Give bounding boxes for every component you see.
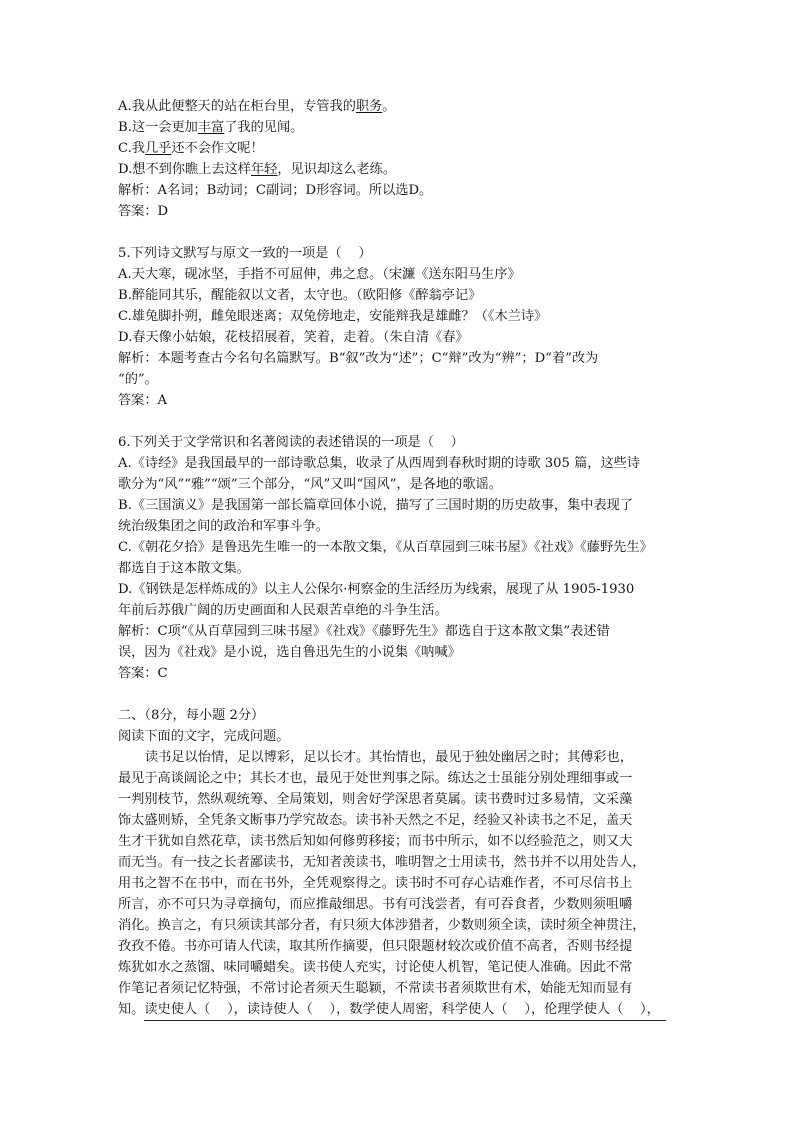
q6-answer: 答案：C — [118, 666, 168, 681]
q6-option-b-line-1: B.《三国演义》是我国第一部长篇章回体小说，描写了三国时期的历史故事，集中表现了 — [118, 498, 634, 513]
passage-line: 最见于高谈阔论之中；其长才也，最见于处世判事之际。练达之士虽能分别处理细事或一 — [118, 771, 633, 786]
passage-line: 消化。换言之，有只须读其部分者，有只须大体涉猎者，少数则须全读，读时须全神贯注， — [118, 918, 646, 933]
passage-line: 而无当。有一技之长者鄙读书，无知者羡读书，唯明智之士用读书，然书并不以用处告人， — [118, 855, 646, 870]
passage-line: 生才干犹如自然花草，读书然后知如何修剪移接；而书中所示，如不以经验范之，则又大 — [118, 834, 633, 849]
passage-line: 读书足以怡情，足以博彩，足以长才。其怡情也，最见于独处幽居之时；其傅彩也， — [145, 750, 633, 765]
q6-stem: 6.下列关于文学常识和名著阅读的表述错误的一项是（ ） — [118, 435, 464, 450]
underlined-fill-in-sentence: 读史使人（ ），读诗使人（ ），数学使人周密，科学使人（ ），伦理学使人（ ）， — [144, 999, 665, 1021]
q6-option-c-line-2: 都选自于这本散文集。 — [118, 561, 250, 576]
q6-option-a-line-1: A.《诗经》是我国最早的一部诗歌总集，收录了从西周到春秋时期的诗歌 305 篇，这些诗 — [118, 456, 641, 471]
q6-option-a-line-2: 歌分为“风”“雅”“颂”三个部分，“风”又叫“国风”，是各地的歌谣。 — [118, 477, 502, 492]
q5-option-b: B.醉能同其乐，醒能叙以文者，太守也。（欧阳修《醉翁亭记》 — [118, 288, 482, 303]
q4-analysis: 解析：A名词；B动词；C副词；D形容词。所以选D。 — [118, 183, 433, 198]
passage-line: 作笔记者须记忆特强，不常讨论者须天生聪颖，不常读书者须欺世有术，始能无知而显有 — [118, 981, 633, 996]
spacer — [118, 411, 688, 432]
q6-analysis-line-1: 解析：C项“《从百草园到三味书屋》《社戏》《藤野先生》都选自于这本散文集”表述错 — [118, 624, 610, 639]
passage-line: 用书之智不在书中，而在书外，全凭观察得之。读书时不可存心诘难作者，不可尽信书上 — [118, 876, 633, 891]
q5-stem: 5.下列诗文默写与原文一致的一项是（ ） — [118, 246, 372, 261]
underlined-word: 丰富 — [197, 120, 225, 135]
passage-line-last: 知。读史使人（ ），读诗使人（ ），数学使人周密，科学使人（ ），伦理学使人（ ）， — [118, 999, 688, 1021]
q4-option-d: D.想不到你瞧上去这样年轻，见识却这么老练。 — [118, 162, 397, 177]
q4-option-c: C.我几乎还不会作文呢！ — [118, 141, 264, 156]
q5-analysis-line-1: 解析：本题考查古今名句名篇默写。B“叙”改为“述”；C“辩”改为“辨”；D“着”改为 — [118, 351, 599, 366]
q5-analysis-line-2: “的”。 — [118, 372, 158, 387]
section-2-heading: 二、（8分，每小题 2分） — [118, 708, 265, 723]
passage-line: 所言，亦不可只为寻章摘句，而应推敲细思。书有可浅尝者，有可吞食者，少数则须咀嚼 — [118, 897, 633, 912]
reading-passage — [118, 747, 688, 1021]
q4-answer: 答案：D — [118, 204, 169, 219]
underlined-word: 几乎 — [145, 141, 172, 156]
underlined-word: 职务 — [355, 99, 383, 114]
q6-analysis-line-2: 误，因为《社戏》是小说，选自鲁迅先生的小说集《呐喊》 — [118, 645, 461, 660]
q5-answer: 答案：A — [118, 393, 168, 408]
q4-option-b: B.这一会更加丰富了我的见闻。 — [118, 120, 304, 135]
spacer — [118, 222, 688, 243]
passage-line: 孜孜不倦。书亦可请人代读，取其所作摘要，但只限题材较次或价值不高者，否则书经提 — [118, 939, 633, 954]
q5-option-c: C.雄兔脚扑朔，雌兔眼迷离；双兔傍地走，安能辩我是雄雌？（《木兰诗》 — [118, 309, 548, 324]
q4-option-a: A.我从此便整天的站在柜台里，专管我的职务。 — [118, 99, 396, 114]
underlined-word: 年轻 — [250, 162, 278, 177]
q5-option-a: A.天大寒，砚冰坚，手指不可屈伸，弗之怠。（宋濂《送东阳马生序》 — [118, 267, 521, 282]
passage-line: 炼犹如水之蒸馏、味同嚼蜡矣。读书使人充实，讨论使人机智，笔记使人准确。因此不常 — [118, 960, 633, 975]
q5-option-d: D.春天像小姑娘，花枝招展着，笑着，走着。（朱自清《春》 — [118, 330, 469, 345]
section-2-instruction: 阅读下面的文字，完成问题。 — [118, 729, 290, 744]
spacer — [118, 684, 688, 705]
q6-option-b-line-2: 统治级集团之间的政治和军事斗争。 — [118, 519, 329, 534]
q6-option-c-line-1: C.《朝花夕拾》是鲁迅先生唯一的一本散文集，《从百草园到三味书屋》《社戏》《藤野先生》 — [118, 540, 653, 555]
document-page — [118, 96, 688, 1021]
q6-option-d-line-2: 年前后苏俄广阔的历史画面和人民艰苦卓绝的斗争生活。 — [118, 603, 448, 618]
passage-line: 饰太盛则矫，全凭条文断事乃学究故态。读书补天然之不足，经验又补读书之不足，盖天 — [118, 813, 633, 828]
q6-option-d-line-1: D.《钢铁是怎样炼成的》以主人公保尔·柯察金的生活经历为线索，展现了从 1905-1930 — [118, 582, 635, 597]
passage-line: 一判别枝节，然纵观统筹、全局策划，则舍好学深思者莫属。读书费时过多易情，文采藻 — [118, 792, 633, 807]
